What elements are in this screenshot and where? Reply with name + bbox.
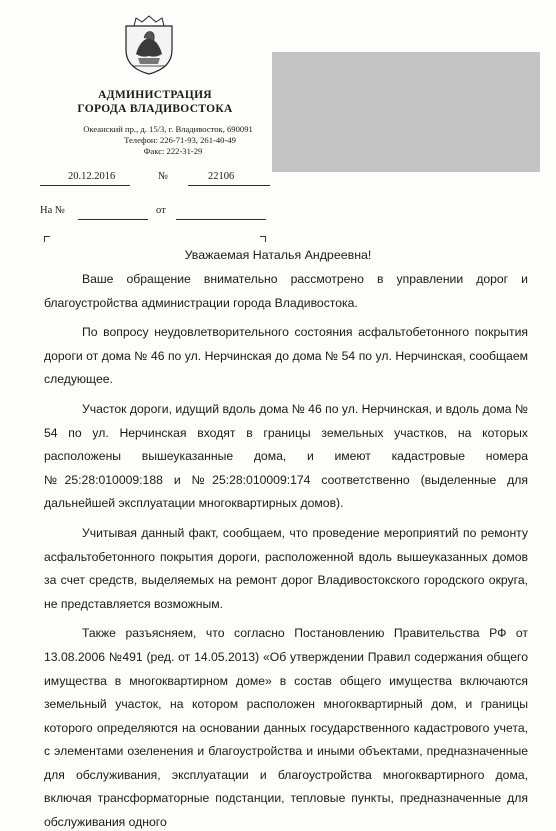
paragraph-5: Также разъясняем, что согласно Постановлению Правительства РФ от 13.08.2006 №491 (ред. от 14.05.2013) «Об утверждении Правил содержания общего имущества в многоквартирном доме» в состав общего имущества включаются земельный участок, на котором расположен многоквартирный дом, и границы которого определяются на основании данных государственного кадастрового учета, с элементами озеленения и благоустройства и иными объектами, предназначенные для обслуживания, эксплуатации и благоустройства многоквартирного дома, включая трансформаторные подстанции, тепловые пункты, предназначенные для обслуживания одного [44,626,528,830]
paragraph-3: Участок дороги, идущий вдоль дома № 46 по ул. Нерчинская, и вдоль дома № 54 по ул. Нерчинская входят в границы земельных участков, на которых расположены вышеуказанные дома, и имеют кадастровые номера №25:28:010009:188 и №25:28:010009:174 соответственно (выделенные для дальнейшей эксплуатации многоквартирных домов). [44,401,528,511]
vladivostok-coat-of-arms-icon [122,14,176,76]
address-corner-mark-left [44,236,50,242]
paragraph-4: Учитывая данный факт, сообщаем, что проведение мероприятий по ремонту асфальтобетонного покрытия дороги, расположенной вдоль вышеуказанных домов за счет средств, выделяемых на ремонт дорог Владивостокского городского округа, не представляется возможным. [44,525,528,611]
letter-body [44,268,528,831]
contact-block [40,124,296,157]
paragraph-2: По вопросу неудовлетворительного состояния асфальтобетонного покрытия дороги от дома № 46 по ул. Нерчинская до дома № 54 по ул. Нерчинская, сообщаем следующее. [44,325,528,387]
registration-row [40,170,280,188]
reference-row [40,204,280,222]
organization-name [40,88,270,116]
paragraph-1: Ваше обращение внимательно рассмотрено в управлении дорог и благоустройства администрации города Владивостока. [44,272,528,310]
registration-date: 20.12.2016 [68,171,116,182]
reference-label: На № [40,205,65,216]
registration-number: 22106 [208,171,235,182]
address-corner-mark-right [260,236,266,242]
address: Океанский пр., д. 15/3, г. Владивосток, 690091 [83,124,253,134]
salutation: Уважаемая Наталья Андреевна! [184,248,372,262]
from-label: от [156,205,166,216]
phone: Телефон: 226-71-93, 261-40-49 [124,135,236,145]
redacted-recipient-block [272,52,540,172]
number-label: № [158,171,169,182]
org-line-1: АДМИНИСТРАЦИЯ [98,89,212,101]
org-line-2: ГОРОДА ВЛАДИВОСТОКА [77,103,233,115]
fax: Факс: 222-31-29 [143,146,203,156]
